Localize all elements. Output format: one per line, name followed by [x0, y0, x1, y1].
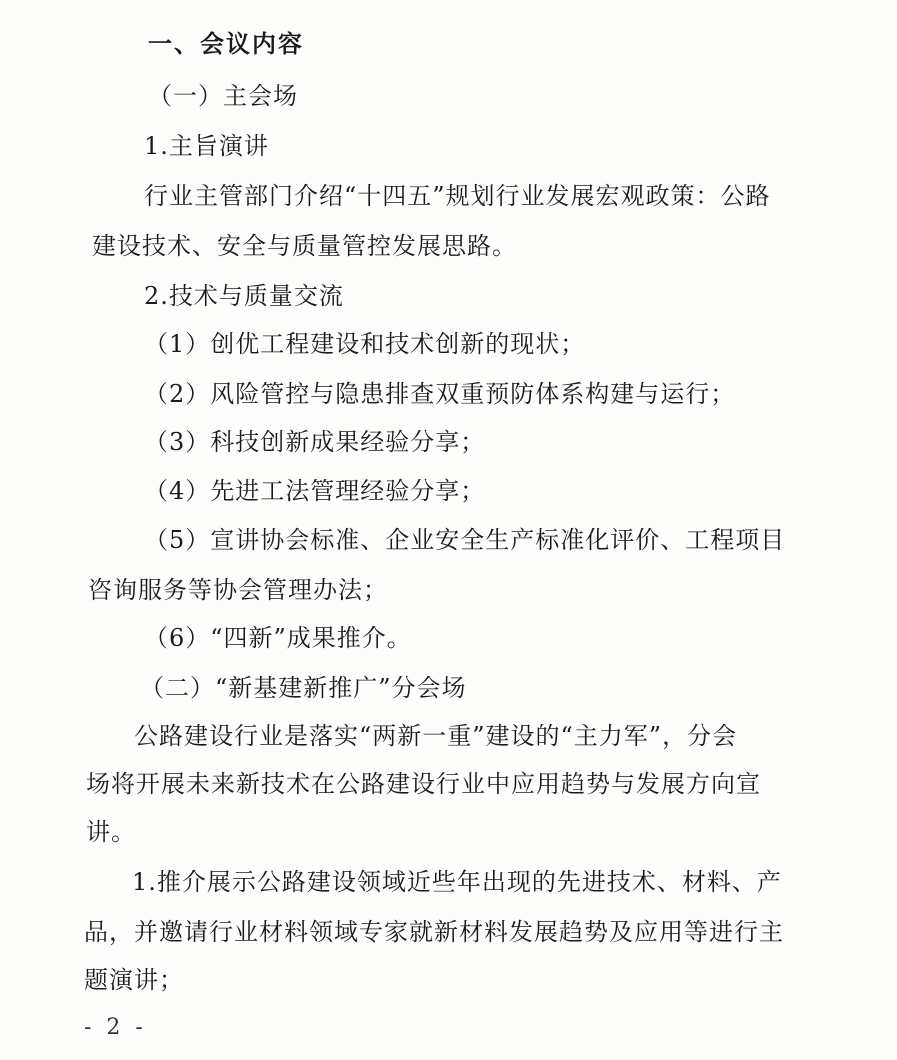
main-venue-heading: （一）主会场 [148, 82, 298, 110]
list-item-4: （4）先进工法管理经验分享； [144, 477, 486, 505]
sub-venue-intro-line-3: 讲。 [86, 818, 136, 846]
keynote-text-line-2: 建设技术、安全与质量管控发展思路。 [92, 232, 517, 260]
page-number: - 2 - [84, 1015, 147, 1040]
list-item-5-line-2: 咨询服务等协会管理办法； [88, 576, 388, 604]
tech-quality-title: 2.技术与质量交流 [144, 282, 344, 310]
list-item-5-line-1: （5）宣讲协会标准、企业安全生产标准化评价、工程项目 [144, 526, 786, 554]
sub-venue-intro-line-2: 场将开展未来新技术在公路建设行业中应用趋势与发展方向宣 [86, 770, 761, 798]
sub-venue-point-1-line-1: 1.推介展示公路建设领域近些年出现的先进技术、材料、产 [132, 868, 782, 896]
sub-venue-point-1-line-3: 题演讲； [84, 966, 184, 994]
list-item-3: （3）科技创新成果经验分享； [144, 428, 486, 456]
sub-venue-heading: （二）“新基建新推广”分会场 [140, 674, 467, 702]
sub-venue-point-1-line-2: 品，并邀请行业材料领域专家就新材料发展趋势及应用等进行主 [84, 918, 784, 946]
list-item-6: （6）“四新”成果推介。 [144, 624, 412, 652]
section-title: 一、会议内容 [148, 29, 304, 58]
sub-venue-intro-line-1: 公路建设行业是落实“两新一重”建设的“主力军”，分会 [134, 722, 738, 750]
keynote-title: 1.主旨演讲 [144, 132, 269, 160]
keynote-text-line-1: 行业主管部门介绍“十四五”规划行业发展宏观政策：公路 [144, 182, 771, 210]
list-item-2: （2）风险管控与隐患排查双重预防体系构建与运行； [144, 380, 736, 408]
list-item-1: （1）创优工程建设和技术创新的现状； [144, 330, 586, 358]
